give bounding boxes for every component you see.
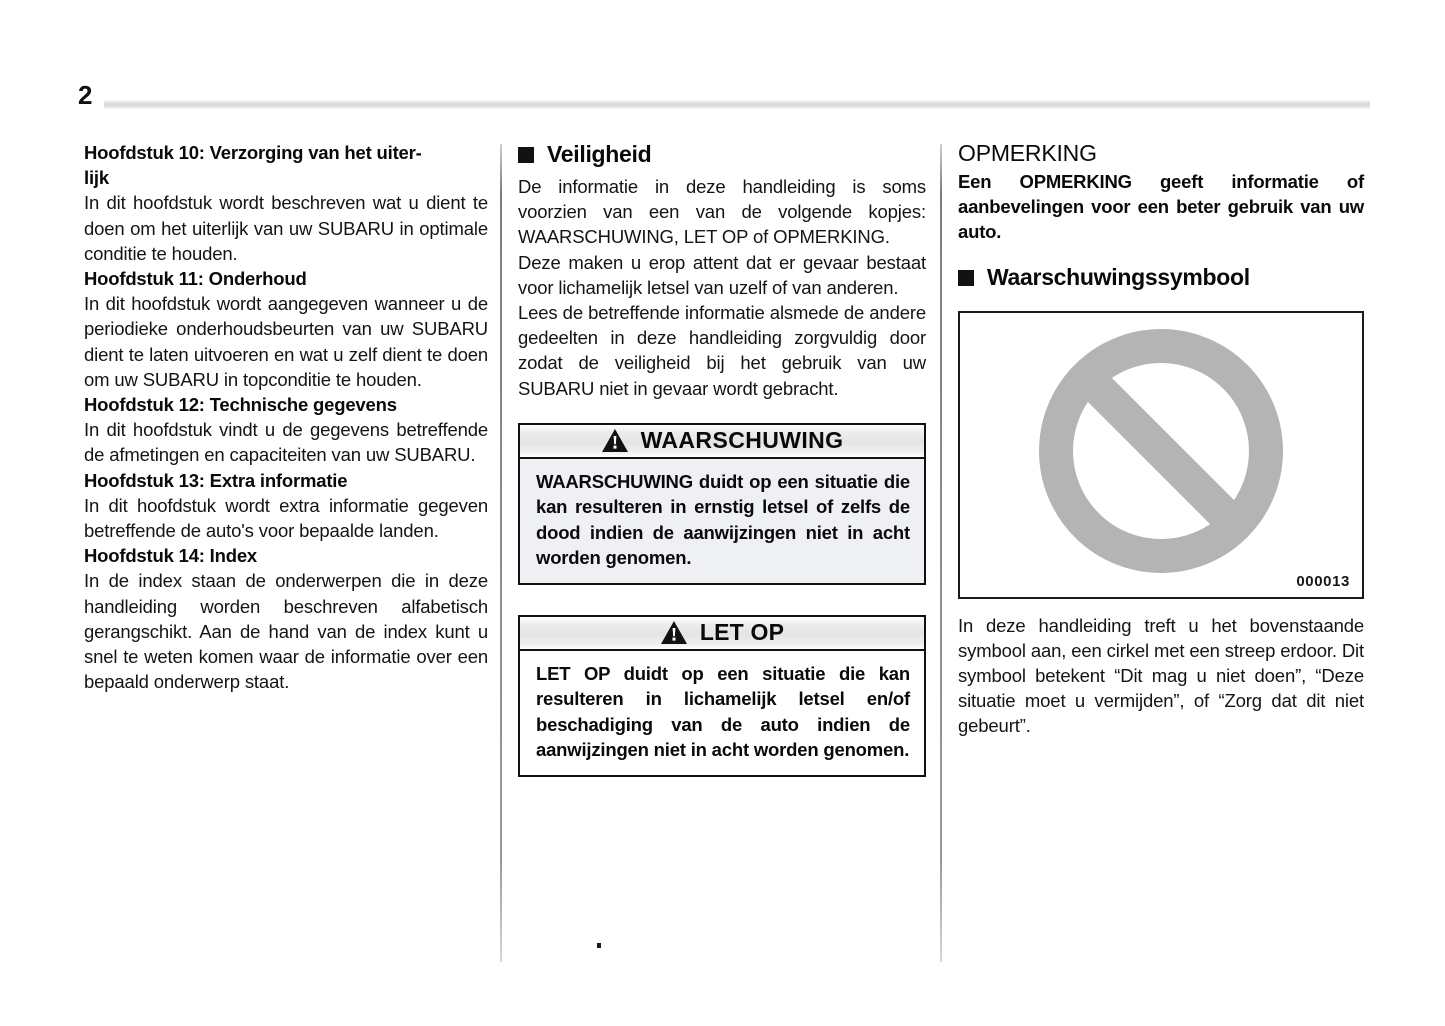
warning-callout-body bbox=[518, 459, 926, 585]
caution-callout-title: LET OP bbox=[699, 619, 785, 646]
caution-callout-header bbox=[518, 615, 926, 651]
paragraph-chapter-10: In dit hoofdstuk wordt beschreven wat u dient te doen om het uiterlijk van uw SUBARU in optimale conditie te houden. bbox=[84, 192, 488, 264]
prohibition-symbol-icon bbox=[1037, 327, 1285, 575]
warning-callout-header bbox=[518, 423, 926, 459]
heading-chapter-11: Hoofdstuk 11: Onderhoud bbox=[84, 268, 307, 290]
paragraph-chapter-12: In dit hoofdstuk vindt u de gegevens betreffende de afmetingen en capaciteiten van uw SUBARU. bbox=[84, 419, 488, 466]
heading-chapter-13: Hoofdstuk 13: Extra informatie bbox=[84, 469, 348, 491]
caution-callout-body bbox=[518, 651, 926, 777]
paragraph-symbol-explanation: In deze handleiding treft u het bovenstaande symbool aan, een cirkel met een streep erdoor. Dit symbool betekent “Dit mag u niet doen”, “Deze situatie moet u vermijden”, of “Zorg dat dit niet gebeurt”. bbox=[958, 614, 1364, 737]
paragraph-safety-3: Lees de betreffende informatie alsmede de andere gedeelten in deze handleiding zorgvuldig door zodat de veiligheid bij het gebruik van uw SUBARU niet in gevaar wordt gebracht. bbox=[518, 302, 926, 399]
heading-opmerking: OPMERKING bbox=[958, 140, 1097, 166]
paragraph-chapter-14: In de index staan de onderwerpen die in deze handleiding worden beschreven alfabetisch gerangschikt. Aan de hand van de index kunt u snel te weten komen waar de informatie over een bepaald onderwerp staat. bbox=[84, 570, 488, 693]
warning-callout-text: WAARSCHUWING duidt op een situatie die kan resulteren in ernstig letsel of zelfs de dood indien de aanwijzingen niet in acht worden genomen. bbox=[536, 470, 910, 569]
section-heading-waarschuwingssymbool bbox=[958, 263, 1364, 291]
warning-triangle-icon bbox=[601, 428, 629, 453]
heading-chapter-14: Hoofdstuk 14: Index bbox=[84, 545, 257, 567]
caution-callout-text: LET OP duidt op een situatie die kan resulteren in lichamelijk letsel en/of beschadiging van de auto indien de aanwijzingen niet in acht worden genomen. bbox=[536, 662, 910, 761]
header-rule bbox=[104, 100, 1370, 109]
heading-chapter-10-line2: lijk bbox=[84, 167, 109, 189]
square-bullet-icon bbox=[958, 270, 974, 286]
section-heading-veiligheid bbox=[518, 140, 926, 168]
column-divider-1 bbox=[500, 144, 502, 962]
warning-callout bbox=[518, 423, 926, 585]
paragraph-safety-2: Deze maken u erop attent dat er gevaar bestaat voor lichamelijk letsel van uzelf of van anderen. bbox=[518, 251, 926, 298]
page-number: 2 bbox=[78, 80, 92, 110]
column-two bbox=[518, 140, 926, 777]
paragraph-opmerking: Een OPMERKING geeft informatie of aanbevelingen voor een beter gebruik van uw auto. bbox=[958, 171, 1364, 243]
heading-chapter-10 bbox=[84, 140, 488, 190]
section-heading-waarschuwingssymbool-label: Waarschuwingssymbool bbox=[987, 263, 1250, 290]
figure-reference-code: 000013 bbox=[1296, 572, 1350, 590]
heading-chapter-10-line1: Hoofdstuk 10: Verzorging van het uiter- bbox=[84, 142, 422, 163]
content-columns bbox=[0, 140, 1445, 970]
caution-triangle-icon bbox=[660, 620, 688, 645]
warning-symbol-figure bbox=[958, 311, 1364, 599]
caution-callout bbox=[518, 615, 926, 777]
section-heading-veiligheid-label: Veiligheid bbox=[547, 141, 652, 167]
warning-callout-title: WAARSCHUWING bbox=[640, 427, 844, 454]
column-one bbox=[84, 140, 488, 694]
heading-chapter-12: Hoofdstuk 12: Technische gegevens bbox=[84, 394, 397, 416]
square-bullet-icon bbox=[518, 147, 534, 163]
column-three bbox=[958, 140, 1364, 739]
scan-artifact-speck bbox=[597, 943, 601, 948]
paragraph-safety-1: De informatie in deze handleiding is soms voorzien van een van de volgende kopjes: WAARSCHUWING, LET OP of OPMERKING. bbox=[518, 176, 926, 248]
paragraph-chapter-13: In dit hoofdstuk wordt extra informatie gegeven betreffende de auto's voor bepaalde landen. bbox=[84, 494, 488, 542]
column-divider-2 bbox=[940, 144, 942, 962]
page-header bbox=[0, 0, 1445, 120]
paragraph-chapter-11: In dit hoofdstuk wordt aangegeven wanneer u de periodieke onderhoudsbeurten van uw SUBARU dient te laten uitvoeren en wat u zelf dient te doen om uw SUBARU in topconditie te houden. bbox=[84, 293, 488, 390]
